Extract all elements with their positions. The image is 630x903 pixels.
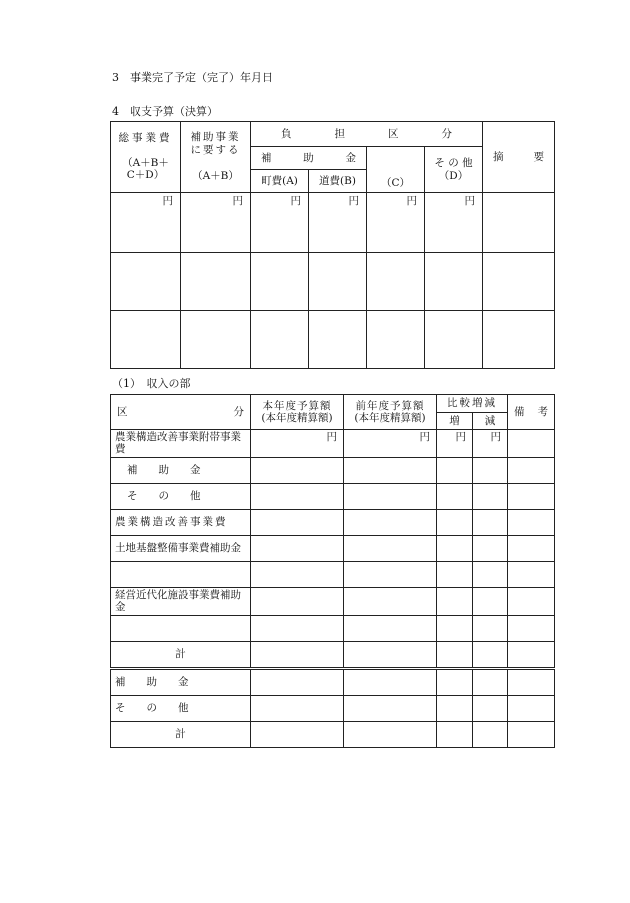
hojokin-char-1: 補 bbox=[261, 151, 272, 164]
col-subsidy-cost bbox=[181, 122, 251, 193]
col-c-header: （C） bbox=[367, 147, 425, 193]
row-label-total: 計 bbox=[111, 721, 251, 747]
this-year-label: 本年度予算額 bbox=[262, 399, 332, 412]
col-other-d: （D） bbox=[438, 169, 469, 182]
row-label: 補 助 金 bbox=[111, 457, 251, 483]
table-row bbox=[111, 695, 555, 721]
income-table bbox=[110, 394, 555, 748]
row-label: 農業構造改善事業附帯事業費 bbox=[111, 430, 251, 458]
table-row bbox=[111, 509, 555, 535]
col-town-header: 町費(A) bbox=[251, 170, 309, 193]
table-row bbox=[111, 587, 555, 615]
row-label: 農業構造改善事業費 bbox=[111, 509, 251, 535]
remarks-char-2: 要 bbox=[533, 150, 544, 163]
table-row bbox=[111, 615, 555, 641]
col-subsidy-formula: （A＋B） bbox=[192, 170, 239, 183]
this-year-budget-header bbox=[251, 395, 344, 430]
unit-yen: 円 bbox=[111, 193, 181, 253]
unit-yen: 円 bbox=[425, 193, 483, 253]
decrease-header: 減 bbox=[473, 413, 508, 430]
row-label: そ の 他 bbox=[111, 483, 251, 509]
section-income: （1） 収入の部 bbox=[112, 377, 191, 390]
unit-yen: 円 bbox=[181, 193, 251, 253]
division-char-2: 分 bbox=[233, 405, 244, 418]
hojokin-char-3: 金 bbox=[345, 151, 356, 164]
row-label: そ の 他 bbox=[111, 695, 251, 721]
subsidy-header bbox=[251, 147, 367, 170]
compare-header: 比較増減 bbox=[437, 395, 508, 413]
unit-yen: 円 bbox=[251, 430, 344, 458]
col-subsidy-label-2: に要する bbox=[190, 143, 241, 156]
row-label bbox=[111, 561, 251, 587]
budget-row bbox=[111, 193, 555, 253]
table-row bbox=[111, 668, 555, 695]
section-budget: 4 収支予算（決算） bbox=[112, 105, 218, 118]
row-label: 土地基盤整備事業費補助金 bbox=[111, 535, 251, 561]
row-label-total: 計 bbox=[111, 641, 251, 668]
burden-char-2: 担 bbox=[334, 127, 345, 140]
col-total-label: 総事業費 bbox=[118, 132, 173, 145]
division-header bbox=[111, 395, 251, 430]
table-row bbox=[111, 561, 555, 587]
remarks-cell bbox=[483, 193, 555, 253]
row-label bbox=[111, 615, 251, 641]
col-other-label: そ の 他 bbox=[434, 157, 473, 170]
table-row bbox=[111, 483, 555, 509]
budget-row bbox=[111, 311, 555, 369]
burden-char-4: 分 bbox=[441, 127, 452, 140]
burden-char-3: 区 bbox=[388, 127, 399, 140]
row-label: 経営近代化施設事業費補助金 bbox=[111, 587, 251, 615]
section-completion-date: 3 事業完了予定（完了）年月日 bbox=[112, 71, 273, 84]
prev-year-label: 前年度予算額 bbox=[355, 399, 425, 412]
table-row bbox=[111, 721, 555, 747]
table-row bbox=[111, 535, 555, 561]
remarks-char-1: 摘 bbox=[493, 150, 504, 163]
unit-yen: 円 bbox=[309, 193, 367, 253]
table-row bbox=[111, 457, 555, 483]
col-total-formula-1: （A＋B＋ bbox=[122, 156, 169, 169]
this-year-sub: (本年度精算額) bbox=[261, 412, 333, 424]
unit-yen: 円 bbox=[344, 430, 437, 458]
unit-yen: 円 bbox=[437, 430, 473, 458]
prev-year-sub: (本年度精算額) bbox=[354, 412, 426, 424]
row-label: 補 助 金 bbox=[111, 668, 251, 695]
unit-yen: 円 bbox=[251, 193, 309, 253]
budget-row bbox=[111, 253, 555, 311]
table-row bbox=[111, 641, 555, 668]
notes-char-2: 考 bbox=[537, 405, 548, 418]
division-char-1: 区 bbox=[117, 405, 128, 418]
increase-header: 増 bbox=[437, 413, 473, 430]
prev-year-budget-header bbox=[344, 395, 437, 430]
table-row bbox=[111, 430, 555, 458]
burden-division-header bbox=[251, 122, 483, 147]
unit-yen: 円 bbox=[473, 430, 508, 458]
notes-header bbox=[508, 395, 555, 430]
col-pref-header: 道費(B) bbox=[309, 170, 367, 193]
unit-yen: 円 bbox=[367, 193, 425, 253]
col-total-formula-2: C＋D） bbox=[126, 169, 165, 182]
col-other-header bbox=[425, 147, 483, 193]
col-subsidy-label-1: 補助事業 bbox=[190, 131, 241, 144]
hojokin-char-2: 助 bbox=[303, 151, 314, 164]
col-total-cost bbox=[111, 122, 181, 193]
burden-char-1: 負 bbox=[281, 127, 292, 140]
budget-table bbox=[110, 121, 555, 369]
remarks-header bbox=[483, 122, 555, 193]
notes-char-1: 備 bbox=[514, 405, 525, 418]
